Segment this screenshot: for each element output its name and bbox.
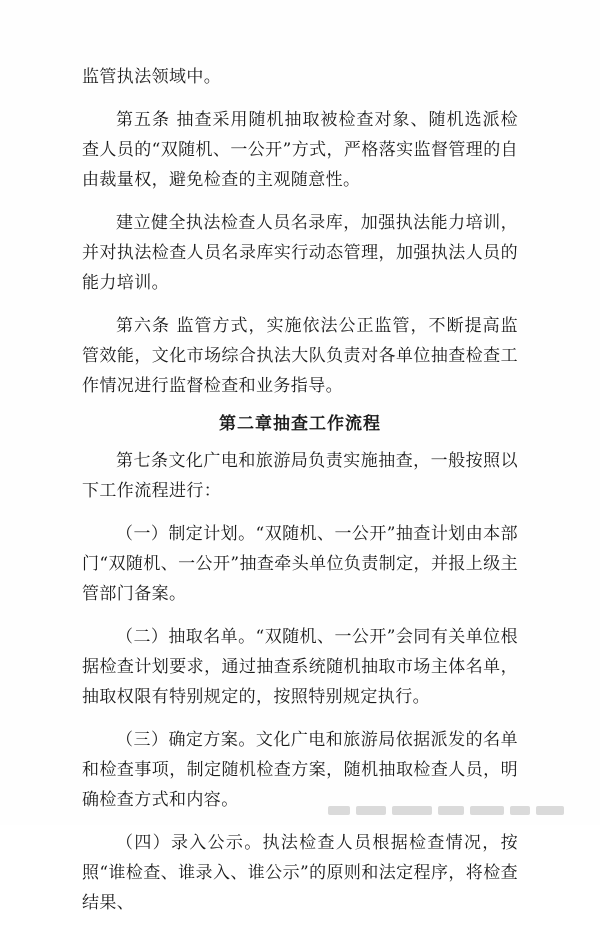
paragraph-continuation: 监管执法领域中。 xyxy=(82,67,222,87)
paragraph-article-6: 第六条 监管方式，实施依法公正监管，不断提高监管效能，文化市场综合执法大队负责对各单位抽查检查工作情况进行监督检查和业务指导。 xyxy=(82,316,518,396)
paragraph-step-3-scheme: （三）确定方案。文化广电和旅游局依据派发的名单和检查事项，制定随机检查方案，随机抽取检查人员，明确检查方式和内容。 xyxy=(82,730,518,810)
paragraph-step-1-plan: （一）制定计划。“双随机、一公开”抽查计划由本部门“双随机、一公开”抽查牵头单位负责制定，并报上级主管部门备案。 xyxy=(82,524,518,604)
chapter-heading: 第二章抽查工作流程 xyxy=(219,414,381,434)
faint-watermark-strip xyxy=(328,803,578,817)
paragraph-article-5-roster: 建立健全执法检查人员名录库，加强执法能力培训，并对执法检查人员名录库实行动态管理，加强执法人员的能力培训。 xyxy=(82,213,518,293)
paragraph-step-2-sample: （二）抽取名单。“双随机、一公开”会同有关单位根据检查计划要求，通过抽查系统随机抽取市场主体名单，抽取权限有特别规定的，按照特别规定执行。 xyxy=(82,627,518,707)
document-body xyxy=(82,62,518,931)
paragraph-step-4-publish: （四）录入公示。执法检查人员根据检查情况，按照“谁检查、谁录入、谁公示”的原则和法定程序，将检查结果、 xyxy=(82,833,518,913)
paragraph-article-7: 第七条文化广电和旅游局负责实施抽查，一般按照以下工作流程进行： xyxy=(82,451,518,501)
paragraph-article-5: 第五条 抽查采用随机抽取被检查对象、随机选派检查人员的“双随机、一公开”方式，严格落实监督管理的自由裁量权，避免检查的主观随意性。 xyxy=(82,110,518,190)
